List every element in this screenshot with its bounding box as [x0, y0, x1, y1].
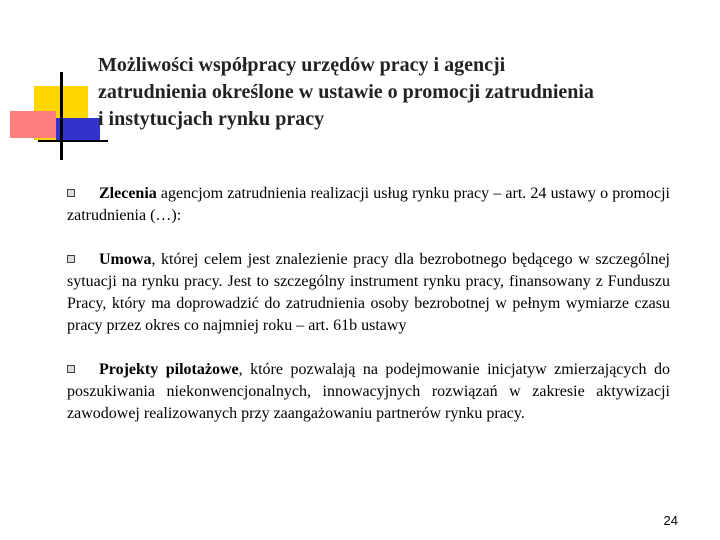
list-item	[67, 183, 670, 227]
item-term: Projekty pilotażowe	[99, 361, 239, 378]
ornament-vertical-line	[60, 72, 63, 160]
item-text: agencjom zatrudnienia realizacji usług rynku pracy – art. 24 ustawy o promocji zatrudnienia (…):	[67, 185, 670, 224]
square-bullet-icon	[67, 255, 75, 263]
corner-ornament-icon	[0, 0, 110, 170]
title-line-3: i instytucjach rynku pracy	[98, 108, 325, 130]
slide-title	[98, 52, 708, 133]
item-text: , której celem jest znalezienie pracy dla bezrobotnego będącego w szczególnej sytuacji na rynku pracy. Jest to szczególny instrument rynku pracy, finansowany z Funduszu Pracy, który ma doprowadzić do zatrudnienia osoby bezrobotnej w pełnym wymiarze czasu pracy przez okres co najmniej roku – art. 61b ustawy	[67, 251, 670, 334]
ornament-red-block	[10, 111, 56, 138]
list-item	[67, 249, 670, 337]
square-bullet-icon	[67, 365, 75, 373]
title-line-2: zatrudnienia określone w ustawie o promocji zatrudnienia	[98, 81, 594, 103]
list-item	[67, 359, 670, 425]
square-bullet-icon	[67, 189, 75, 197]
ornament-horizontal-line	[38, 140, 108, 142]
item-text: , które pozwalają na podejmowanie inicjatyw zmierzających do poszukiwania niekonwencjonalnych, innowacyjnych rozwiązań w zakresie aktywizacji zawodowej realizowanych przy zaangażowaniu partnerów rynku pracy.	[67, 361, 670, 422]
title-line-1: Możliwości współpracy urzędów pracy i agencji	[98, 54, 506, 76]
bullet-list	[67, 183, 670, 447]
page-number: 24	[663, 513, 678, 528]
item-term: Umowa	[99, 251, 152, 268]
item-term: Zlecenia	[99, 185, 157, 202]
